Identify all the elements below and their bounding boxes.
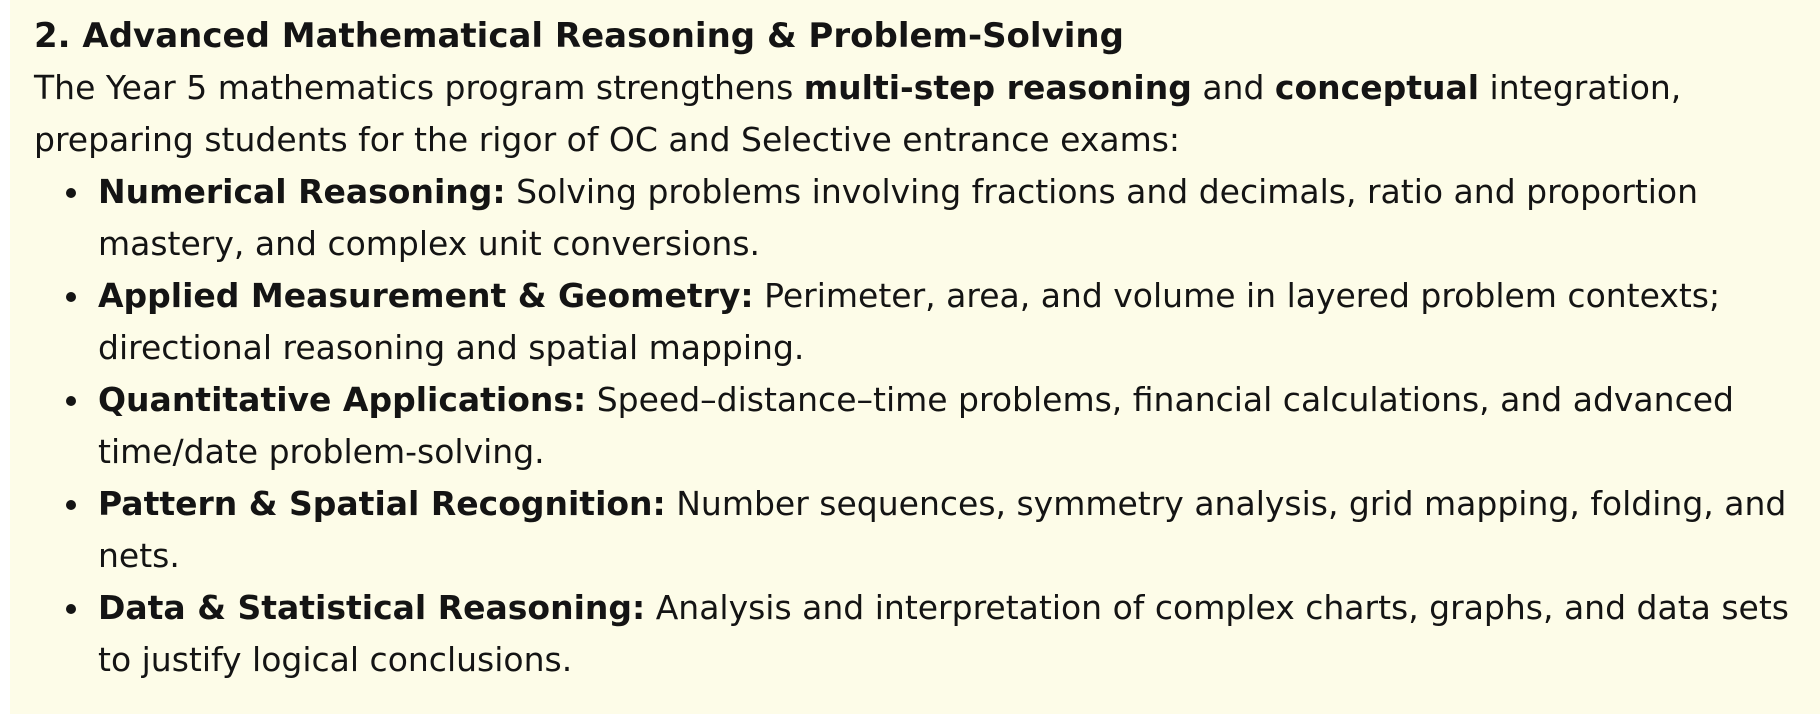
list-item-numerical-reasoning	[34, 166, 1798, 270]
list-item-applied-measurement	[34, 270, 1798, 374]
intro-bold-conceptual: conceptual	[1274, 68, 1480, 107]
bullet-icon	[66, 500, 76, 510]
intro-bold-multi-step: multi-step reasoning	[803, 68, 1192, 107]
bullet-icon	[66, 604, 76, 614]
intro-paragraph	[34, 62, 1754, 166]
item-term: Data & Statistical Reasoning:	[98, 588, 646, 627]
list-item-quantitative-applications	[34, 374, 1798, 478]
item-description: Solving problems involving fractions and decimals, ratio and proportion mastery, and complex unit conversions.	[98, 172, 1699, 263]
section-heading: 2. Advanced Mathematical Reasoning & Problem-Solving	[34, 16, 1124, 56]
item-term: Numerical Reasoning:	[98, 172, 506, 211]
list-item-data-reasoning	[34, 582, 1798, 686]
intro-text-1: The Year 5 mathematics program strengthens	[34, 68, 804, 107]
item-description: Analysis and interpretation of complex charts, graphs, and data sets to justify logical conclusions.	[98, 588, 1789, 679]
item-term: Quantitative Applications:	[98, 380, 587, 419]
item-description: Perimeter, area, and volume in layered problem contexts; directional reasoning and spatial mapping.	[98, 276, 1721, 367]
bullet-icon	[66, 292, 76, 302]
item-term: Pattern & Spatial Recognition:	[98, 484, 666, 523]
item-description: Speed–distance–time problems, financial calculations, and advanced time/date problem-solving.	[98, 380, 1734, 471]
topic-list	[34, 166, 1820, 686]
bullet-icon	[66, 188, 76, 198]
intro-text-2: and	[1191, 68, 1275, 107]
list-item-pattern-recognition	[34, 478, 1798, 582]
item-description: Number sequences, symmetry analysis, grid mapping, folding, and nets.	[98, 484, 1787, 575]
item-term: Applied Measurement & Geometry:	[98, 276, 754, 315]
content-panel	[10, 0, 1820, 714]
bullet-icon	[66, 396, 76, 406]
intro-text-3: integration, preparing students for the rigor of OC and Selective entrance exams:	[34, 68, 1682, 159]
